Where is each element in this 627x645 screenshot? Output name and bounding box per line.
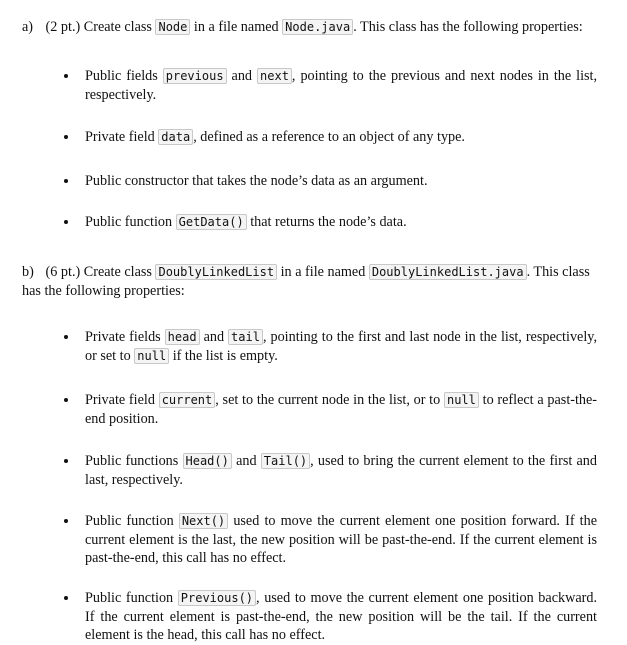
bullet-text: , used to move the current element one position backward. If the current element is past-the-end, the new position will be the tail. If the current element is the head, this call has no effect. (85, 590, 597, 643)
part-a-heading (22, 18, 605, 37)
bullet-text: Public fields (85, 68, 158, 84)
part-b-bullet-1 (85, 328, 597, 365)
part-a-text-2: in a file named (193, 19, 279, 35)
null-literal: null (444, 392, 479, 408)
part-b-bullet-4 (85, 512, 597, 568)
field-next: next (257, 68, 292, 84)
bullet-text: Private field (85, 129, 155, 145)
file-name-node-java: Node.java (282, 19, 353, 35)
field-data: data (158, 129, 193, 145)
bullet-text: to reflect a past-the-end position. (85, 392, 598, 427)
part-a-text-1: (2 pt.) Create class (45, 19, 152, 35)
part-b-bullet-5 (85, 589, 597, 645)
bullet-text: Public function (85, 513, 174, 529)
null-literal: null (134, 348, 169, 364)
part-a-bullet-1 (85, 67, 597, 104)
part-b-heading (22, 263, 605, 300)
bullet-text: and (203, 329, 225, 345)
bullet-text: , used to bring the current element to the first and last, respectively. (85, 453, 597, 488)
field-tail: tail (228, 329, 263, 345)
bullet-text: Private fields (85, 329, 161, 345)
part-a-bullet-4 (85, 213, 597, 232)
class-name-doublylinkedlist: DoublyLinkedList (155, 264, 277, 280)
part-a-label: a) (22, 19, 34, 35)
bullet-text: that returns the node’s data. (250, 214, 407, 230)
bullet-text: Public functions (85, 453, 179, 469)
field-previous: previous (163, 68, 227, 84)
bullet-text: if the list is empty. (172, 347, 278, 364)
bullet-text: , defined as a reference to an object of any type. (193, 129, 465, 145)
field-current: current (159, 392, 216, 408)
file-name-doublylinkedlist-java: DoublyLinkedList.java (369, 264, 527, 280)
bullet-text: and (236, 453, 257, 469)
part-b-text-2: in a file named (280, 264, 366, 280)
part-a-bullet-3 (85, 172, 597, 191)
function-previous: Previous() (178, 590, 256, 606)
class-name-node: Node (155, 19, 190, 35)
part-a-text-3: . This class has the following properties: (353, 19, 583, 35)
bullet-text: , pointing to the previous and next nodes in the list, respectively. (85, 68, 598, 103)
bullet-text: Private field (85, 392, 155, 408)
bullet-text: Public function (85, 214, 173, 230)
function-getdata: GetData() (176, 214, 247, 230)
bullet-text: , set to the current node in the list, or to (215, 392, 441, 408)
bullet-text: , pointing to the first and last node in the list, respectively, or set to (85, 329, 597, 364)
part-b-label: b) (22, 264, 34, 280)
function-head: Head() (183, 453, 232, 469)
field-head: head (165, 329, 200, 345)
part-b-bullet-3 (85, 452, 597, 489)
bullet-text: Public function (85, 590, 174, 606)
part-a-bullet-2 (85, 128, 597, 147)
bullet-text: used to move the current element one position forward. If the current element is the last, the new position will be past-the-end. If the current element is past-the-end, this call has no effect. (85, 513, 598, 566)
bullet-text: and (231, 68, 253, 84)
function-next: Next() (179, 513, 228, 529)
part-b-bullet-2 (85, 391, 597, 428)
part-b-text-1: (6 pt.) Create class (45, 264, 152, 280)
function-tail: Tail() (261, 453, 310, 469)
bullet-text: Public constructor that takes the node’s data as an argument. (85, 173, 428, 189)
part-b-text-3: . This class has the following properties: (22, 264, 590, 299)
